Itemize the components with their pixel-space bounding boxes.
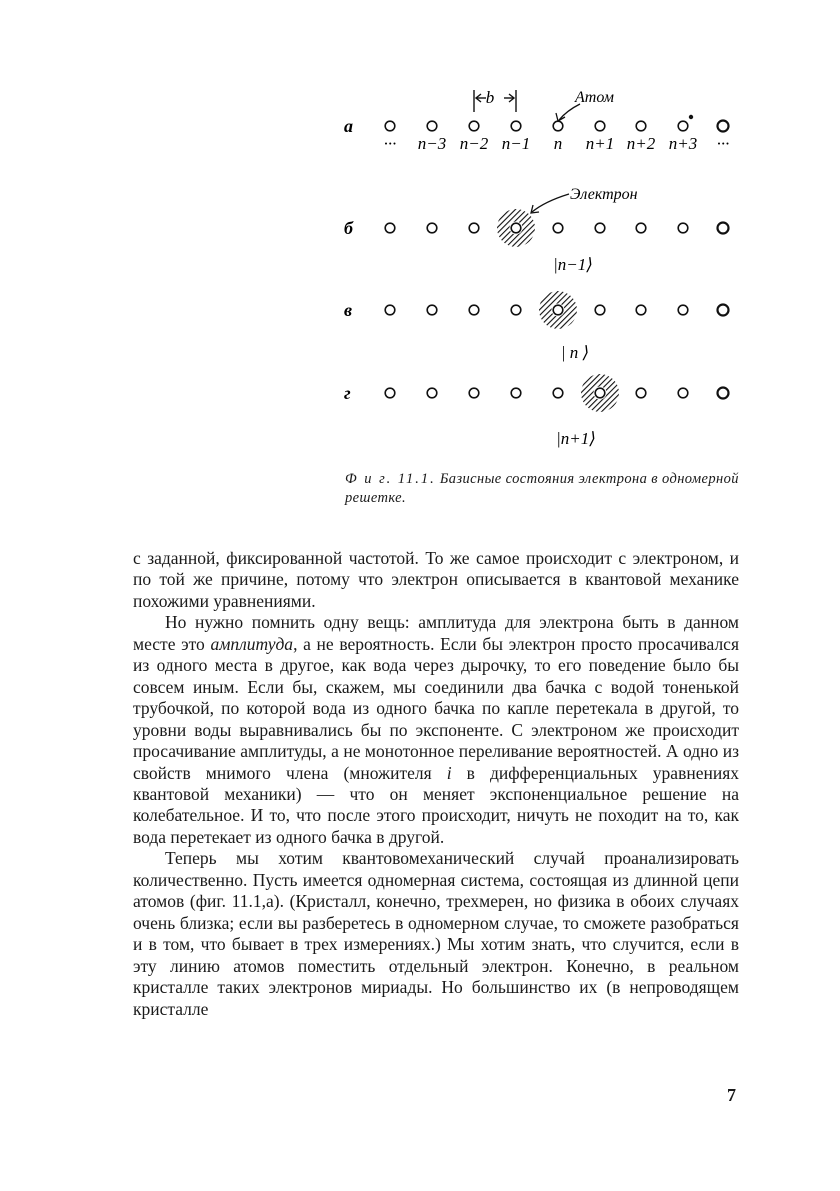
atom [595, 121, 605, 131]
atom [718, 305, 729, 316]
stray-dot [689, 115, 693, 119]
atom [427, 121, 437, 131]
atom [427, 305, 437, 315]
atom [595, 305, 605, 315]
atom [553, 223, 563, 233]
lattice-row-1 [344, 115, 729, 136]
atom [385, 305, 395, 315]
atom-label: Атом [575, 89, 614, 106]
atom [678, 388, 688, 398]
site-index-label: n+3 [668, 134, 698, 153]
caption-text: Базисные состояния электрона в одномерной решетке. [345, 471, 739, 506]
figure-caption [345, 470, 745, 508]
lattice-row-3 [344, 291, 729, 329]
atom [553, 388, 563, 398]
atom-pointer [559, 104, 580, 120]
atom [427, 223, 437, 233]
page-number: 7 [727, 1085, 736, 1105]
row-letter: б [344, 218, 353, 238]
state-label-n: | n ⟩ [560, 343, 590, 362]
atom [636, 388, 646, 398]
atom [553, 121, 563, 131]
atom [636, 121, 646, 131]
atom [636, 305, 646, 315]
row-letter: а [344, 116, 353, 136]
atom [469, 121, 479, 131]
atom [469, 305, 479, 315]
state-label-n-plus-1: |n+1⟩ [556, 429, 596, 448]
atom [427, 388, 437, 398]
lattice-figure [0, 0, 840, 470]
atom [385, 388, 395, 398]
site-index-label: n+2 [626, 134, 656, 153]
atom [718, 388, 729, 399]
electron-label: Электрон [570, 186, 638, 203]
body-text [133, 548, 739, 1020]
site-index-label: ··· [383, 134, 397, 153]
atom [595, 223, 605, 233]
paragraph-2: Но нужно помнить одну вещь: амплитуда для электрона быть в данном месте это амплитуда, а не вероятность. Если бы электрон просто просачивался из одного места в другое, как вода через дырочку, то его поведение было бы совсем иным. Если бы, скажем, мы соединили два бачка с водой тоненькой трубочкой, по которой вода из одного бачка по капле перетекала в другой, то уровни воды выравнивались бы по экспоненте. С электроном же происходит просачивание амплитуды, а не монотонное переливание вероятностей. А одно из свойств мнимого члена (множителя i в дифференциальных уравнениях квантовой механики) — что он меняет экспоненциальное решение на колебательное. И то, что после этого происходит, ничуть не походит на то, как вода перетекает из одного бачка в другой. [133, 612, 739, 847]
atom [511, 305, 521, 315]
state-label-n-minus-1: |n−1⟩ [553, 255, 593, 274]
lattice-row-2 [344, 209, 729, 247]
atom [718, 223, 729, 234]
atom [511, 121, 521, 131]
emphasis-i: i [446, 762, 452, 783]
spacing-label: b [485, 88, 495, 107]
atom [678, 305, 688, 315]
row-letter: г [344, 383, 351, 403]
site-index-label: n−3 [417, 134, 447, 153]
site-index-label: ··· [716, 134, 730, 153]
site-index-label: n−1 [501, 134, 531, 153]
caption-label: Ф и г. 11.1. [345, 471, 436, 487]
row-letter: в [344, 300, 353, 320]
atom [469, 223, 479, 233]
atom [469, 388, 479, 398]
lattice-row-4 [344, 374, 729, 412]
paragraph-1: с заданной, фиксированной частотой. То же самое происходит с электроном, и по той же причине, потому что электрон описывается в квантовой механике похожими уравнениями. [133, 548, 739, 611]
emphasis-amplitude: амплитуда [210, 633, 294, 654]
spacing-marker [474, 90, 516, 112]
site-index-label: n−2 [459, 134, 489, 153]
atom [636, 223, 646, 233]
site-index-label: n [553, 134, 563, 153]
atom [678, 121, 688, 131]
atom [385, 121, 395, 131]
site-index-label: n+1 [585, 134, 615, 153]
atom [385, 223, 395, 233]
site-index-labels [384, 134, 730, 153]
paragraph-3: Теперь мы хотим квантовомеханический случай проанализировать количественно. Пусть имеется одномерная система, состоящая из длинной цепи атомов (фиг. 11.1,а). (Кристалл, конечно, трехмерен, но физика в обоих случаях очень близка; если вы разберетесь в одномерном случае, то сможете разобраться и в том, что бывает в трех измерениях.) Мы хотим знать, что случится, если в эту линию атомов поместить отдельный электрон. Конечно, в реальном кристалле таких электронов мириады. Но большинство их (в непроводящем кристалле [133, 848, 739, 1019]
atom [511, 388, 521, 398]
atom [678, 223, 688, 233]
atom [718, 121, 729, 132]
electron-pointer [532, 194, 569, 212]
